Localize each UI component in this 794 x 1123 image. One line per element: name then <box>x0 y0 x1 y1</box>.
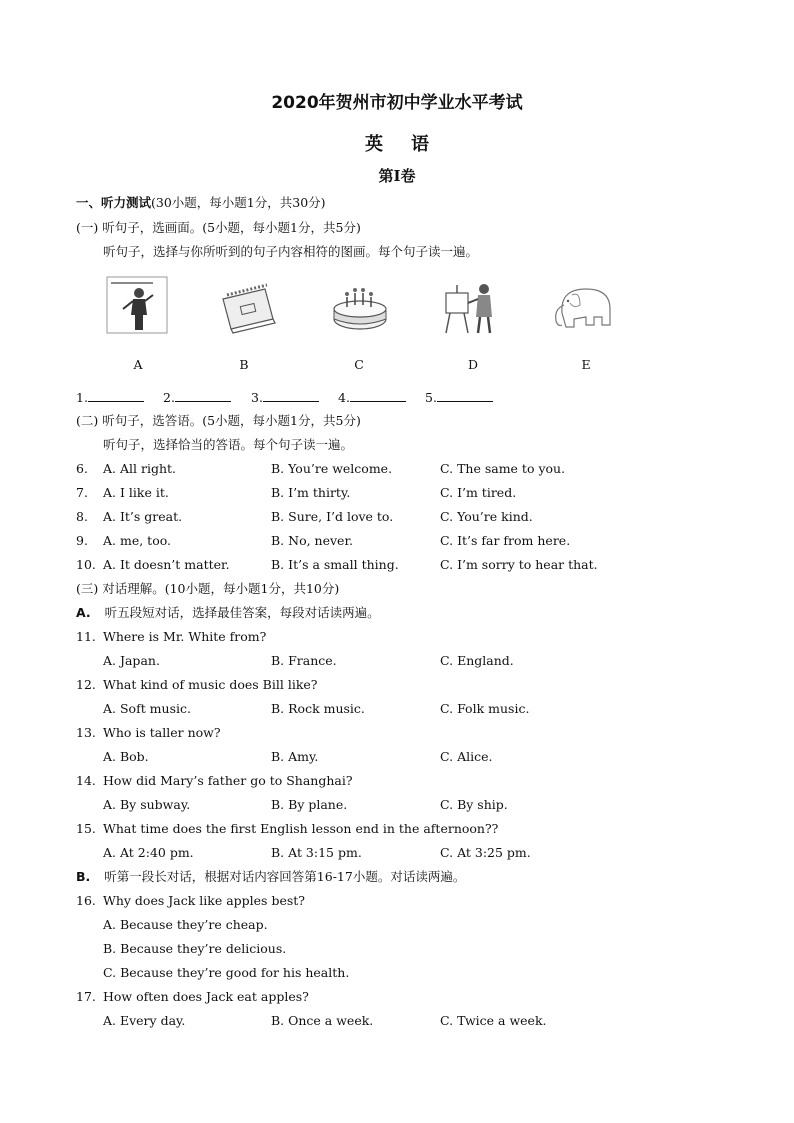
answer-line[interactable] <box>175 389 231 402</box>
question-text: Why does Jack like apples best? <box>103 893 305 908</box>
ballet-dancer-icon <box>103 275 173 337</box>
picture-label-c: C <box>354 357 364 372</box>
question-number: 6. <box>76 461 88 476</box>
picture-label-b: B <box>239 357 249 372</box>
option-c[interactable]: C. By ship. <box>440 797 508 812</box>
option-c[interactable]: C. Alice. <box>440 749 493 764</box>
section-b-heading <box>76 868 465 886</box>
option-c[interactable]: C. I’m sorry to hear that. <box>440 557 598 572</box>
section-b-text: 听第一段长对话，根据对话内容回答第16-17小题。对话读两遍。 <box>104 869 466 884</box>
question-number: 16. <box>76 893 96 908</box>
option-b[interactable]: B. At 3:15 pm. <box>271 845 362 860</box>
option-b[interactable]: B. You’re welcome. <box>271 461 393 476</box>
question-number: 13. <box>76 725 96 740</box>
section-label: 一、听力测试 <box>76 195 152 210</box>
option-b[interactable]: B. Rock music. <box>271 701 365 716</box>
answer-line[interactable] <box>88 389 144 402</box>
question-number: 17. <box>76 989 96 1004</box>
question-number: 7. <box>76 485 88 500</box>
section-b-label: B. <box>76 869 91 884</box>
question-number: 11. <box>76 629 96 644</box>
option-b[interactable]: B. No, never. <box>271 533 354 548</box>
question-number: 8. <box>76 509 88 524</box>
option-c[interactable]: C. Folk music. <box>440 701 530 716</box>
volume-title: 第I卷 <box>378 167 416 185</box>
question-text: How often does Jack eat apples? <box>103 989 309 1004</box>
option-a[interactable]: A. At 2:40 pm. <box>103 845 194 860</box>
question-text: How did Mary’s father go to Shanghai? <box>103 773 353 788</box>
painter-easel-icon <box>438 275 508 337</box>
picture-label-a: A <box>133 357 143 372</box>
option-a[interactable]: A. It’s great. <box>103 509 183 524</box>
question-number: 9. <box>76 533 88 548</box>
option-a[interactable]: A. me, too. <box>103 533 171 548</box>
option-c[interactable]: C. The same to you. <box>440 461 566 476</box>
option-a[interactable]: A. Soft music. <box>103 701 191 716</box>
part2-instruction: 听句子，选择恰当的答语。每个句子读一遍。 <box>103 437 354 452</box>
answer-line[interactable] <box>263 389 319 402</box>
section-a-label: A. <box>76 605 91 620</box>
option-b[interactable]: B. I’m thirty. <box>271 485 351 500</box>
option-a[interactable]: A. Because they’re cheap. <box>103 917 268 932</box>
option-c[interactable]: C. Because they’re good for his health. <box>103 965 350 980</box>
question-number: 12. <box>76 677 96 692</box>
part1-instruction: 听句子，选择与你所听到的句子内容相符的图画。每个句子读一遍。 <box>103 244 479 259</box>
question-text: Who is taller now? <box>103 725 221 740</box>
option-c[interactable]: C. It’s far from here. <box>440 533 571 548</box>
option-a[interactable]: A. It doesn’t matter. <box>103 557 230 572</box>
answer-line[interactable] <box>350 389 406 402</box>
option-a[interactable]: A. Bob. <box>103 749 149 764</box>
answer-blank-1: 1. <box>76 389 144 405</box>
part1-heading: (一) 听句子，选画面。(5小题，每小题1分，共5分) <box>76 220 361 235</box>
option-a[interactable]: A. All right. <box>103 461 176 476</box>
option-a[interactable]: A. By subway. <box>103 797 191 812</box>
option-a[interactable]: A. Every day. <box>103 1013 186 1028</box>
answer-blank-5: 5. <box>425 389 493 405</box>
option-c[interactable]: C. You’re kind. <box>440 509 533 524</box>
option-b[interactable]: B. France. <box>271 653 337 668</box>
option-c[interactable]: C. At 3:25 pm. <box>440 845 531 860</box>
question-number: 10. <box>76 557 96 572</box>
exam-title: 2020年贺州市初中学业水平考试 <box>271 93 523 113</box>
section-heading <box>76 194 326 212</box>
question-text: What kind of music does Bill like? <box>103 677 318 692</box>
birthday-cake-icon <box>325 275 395 337</box>
option-b[interactable]: B. By plane. <box>271 797 348 812</box>
option-c[interactable]: C. Twice a week. <box>440 1013 547 1028</box>
answer-blank-4: 4. <box>338 389 406 405</box>
option-b[interactable]: B. Amy. <box>271 749 319 764</box>
option-b[interactable]: B. Once a week. <box>271 1013 374 1028</box>
answer-blank-3: 3. <box>251 389 319 405</box>
question-number: 14. <box>76 773 96 788</box>
option-c[interactable]: C. England. <box>440 653 514 668</box>
section-a-text: 听五段短对话，选择最佳答案，每段对话读两遍。 <box>104 605 380 620</box>
section-info: (30小题，每小题1分，共30分) <box>151 195 326 210</box>
part3-heading: (三) 对话理解。(10小题，每小题1分，共10分) <box>76 581 340 596</box>
option-a[interactable]: A. Japan. <box>103 653 160 668</box>
answer-line[interactable] <box>437 389 493 402</box>
part2-heading: (二) 听句子，选答语。(5小题，每小题1分，共5分) <box>76 413 361 428</box>
section-a-heading <box>76 604 380 622</box>
question-text: What time does the first English lesson end in the afternoon?? <box>103 821 499 836</box>
elephant-icon <box>550 275 620 337</box>
option-b[interactable]: B. Sure, I’d love to. <box>271 509 394 524</box>
picture-label-e: E <box>581 357 591 372</box>
option-c[interactable]: C. I’m tired. <box>440 485 517 500</box>
picture-label-d: D <box>467 357 479 372</box>
book-icon <box>213 275 283 337</box>
answer-blank-2: 2. <box>163 389 231 405</box>
question-text: Where is Mr. White from? <box>103 629 267 644</box>
subject-title: 英语 <box>365 134 457 155</box>
question-number: 15. <box>76 821 96 836</box>
option-b[interactable]: B. It’s a small thing. <box>271 557 399 572</box>
option-b[interactable]: B. Because they’re delicious. <box>103 941 287 956</box>
option-a[interactable]: A. I like it. <box>103 485 169 500</box>
